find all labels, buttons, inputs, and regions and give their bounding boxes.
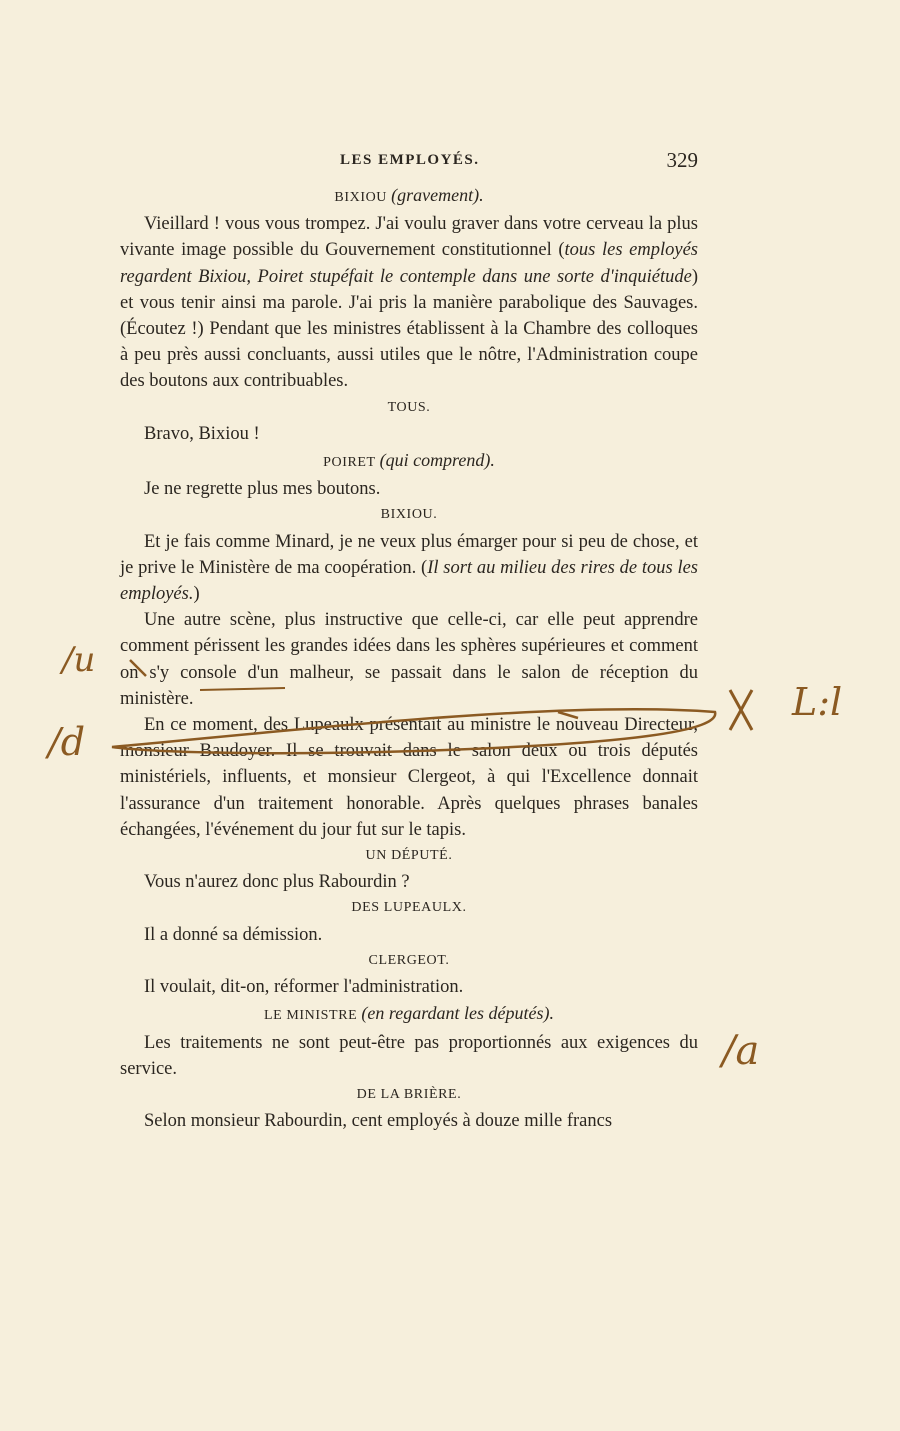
paragraph: Les traitements ne sont peut-être pas proportionnés aux exigences du service. xyxy=(120,1032,698,1079)
margin-correction-mark: /a xyxy=(722,1028,760,1074)
speaker-label: UN DÉPUTÉ. xyxy=(365,848,453,864)
speaker-label: BIXIOU (gravement). xyxy=(334,185,484,205)
speaker-label: DE LA BRIÈRE. xyxy=(356,1086,462,1102)
margin-correction-mark: L:l xyxy=(792,680,843,724)
speaker-label: POIRET (qui comprend). xyxy=(323,450,495,471)
paragraph: Selon monsieur Rabourdin, cent employés à douze mille francs xyxy=(144,1111,613,1132)
page-number: 329 xyxy=(666,148,698,172)
paragraph: En ce moment, des Lupeaulx présentait au ministre le nouveau Directeur, monsieur Baudoyer. Il se trouvait dans le salon deux ou trois députés ministériels, influents, et monsieur Clergeot, à qui l'Excellence donnait l'assurance d'un traitement honorable. Après quelques phrases banales échangées, l'événement du jour fut sur le tapis. xyxy=(120,715,698,840)
speaker-label: LE MINISTRE (en regardant les députés). xyxy=(263,1003,555,1024)
stage-direction: (en regardant les députés). xyxy=(361,1003,555,1024)
stage-direction: (gravement). xyxy=(391,185,484,205)
speaker-label: TOUS. xyxy=(387,399,431,415)
speaker-label: BIXIOU. xyxy=(380,507,438,523)
paragraph: Il a donné sa démission. xyxy=(144,924,323,945)
running-title: LES EMPLOYÉS. xyxy=(340,152,480,168)
paragraph: Je ne regrette plus mes boutons. xyxy=(144,479,381,500)
paragraph: Bravo, Bixiou ! xyxy=(144,423,260,444)
paragraph: Vous n'aurez donc plus Rabourdin ? xyxy=(144,872,410,893)
paragraph-annotated: Une autre scène, plus instructive que celle-ci, car elle peut apprendre comment périssent les grandes idées dans les sphères supérieures et comment on s'y console d'un malheur, se passait dans le salon de réception du ministère. xyxy=(120,610,698,709)
stage-direction: (qui comprend). xyxy=(379,450,495,471)
paragraph: Et je fais comme Minard, je ne veux plus émarger pour si peu de chose, et je prive le Ministère de ma coopération. (Il sort au milieu des rires de tous les employés.) xyxy=(120,531,698,605)
margin-correction-mark: /u xyxy=(62,640,96,680)
speaker-label: DES LUPEAULX. xyxy=(351,900,467,916)
speaker-label: CLERGEOT. xyxy=(368,952,450,968)
margin-correction-mark: /d xyxy=(48,720,86,764)
paragraph: Vieillard ! vous vous trompez. J'ai voulu graver dans votre cerveau la plus vivante image possible du Gouvernement constitutionnel (tous les employés regardent Bixiou, Poiret stupéfait le contemple dans une sorte d'inquiétude) et vous tenir ainsi ma parole. J'ai pris la manière parabolique des Sauvages. (Écoutez !) Pendant que les ministres établissent à la Chambre des colloques à peu près aussi concluants, aussi utiles que le nôtre, l'Administration coupe des boutons aux contribuables. xyxy=(120,214,698,392)
paragraph: Il voulait, dit-on, réformer l'administration. xyxy=(144,977,464,998)
